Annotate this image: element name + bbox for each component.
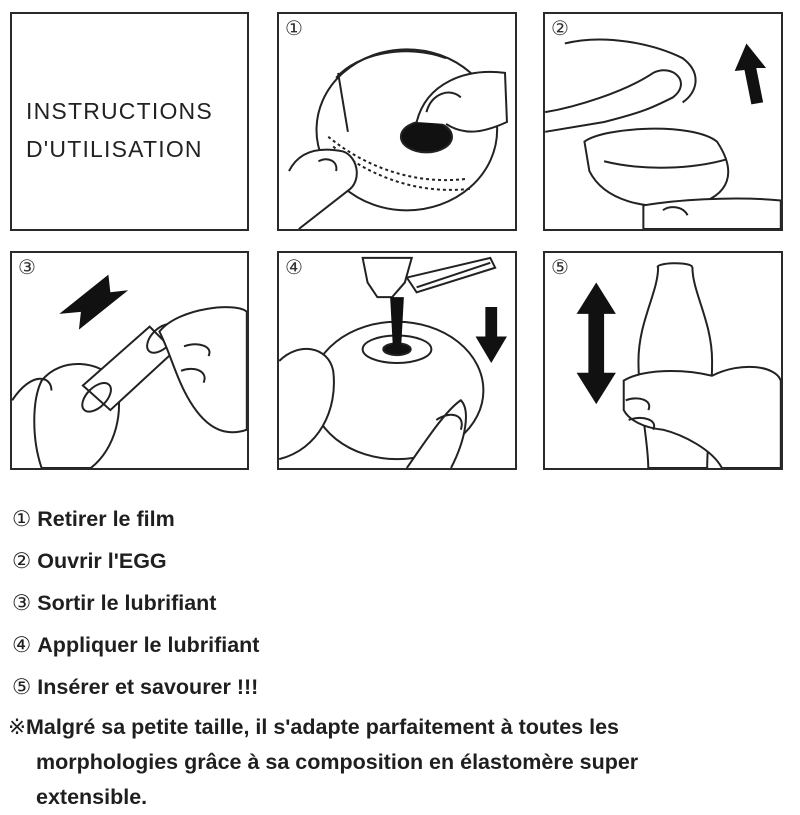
- panel-number-2: ②: [551, 16, 569, 40]
- step-1-panel: [277, 12, 517, 231]
- title-line-1: INSTRUCTIONS: [26, 98, 213, 124]
- step-3-panel: [10, 251, 249, 470]
- step-number: ④: [12, 633, 32, 658]
- step-text: Ouvrir l'EGG: [37, 549, 167, 573]
- panel-number-3: ③: [18, 255, 36, 279]
- note-line-1: Malgré sa petite taille, il s'adapte parfaitement à toutes les: [26, 715, 619, 739]
- step-item-4: [12, 624, 792, 666]
- note-line-2: morphologies grâce à sa composition en élastomère super: [36, 750, 639, 774]
- note-line-3: extensible.: [36, 785, 148, 809]
- step-number: ③: [12, 591, 32, 616]
- panel-number-1: ①: [285, 16, 303, 40]
- step-item-3: [12, 582, 792, 624]
- step-5-panel: [543, 251, 783, 470]
- step-text: Appliquer le lubrifiant: [37, 633, 260, 657]
- steps-list: [12, 498, 792, 708]
- step-number: ①: [12, 507, 32, 532]
- open-egg-icon: [545, 14, 781, 229]
- step-2-panel: [543, 12, 783, 231]
- step-item-2: [12, 540, 792, 582]
- title-line-2: D'UTILISATION: [26, 136, 203, 162]
- step-item-5: [12, 666, 792, 708]
- step-text: Retirer le film: [37, 507, 175, 531]
- note-mark: ※: [8, 715, 27, 740]
- title-panel: [10, 12, 249, 231]
- instructions-title: [26, 92, 213, 168]
- step-4-panel: [277, 251, 517, 470]
- apply-lubricant-icon: [279, 253, 515, 468]
- remove-lubricant-icon: [12, 253, 247, 468]
- panel-number-5: ⑤: [551, 255, 569, 279]
- step-item-1: [12, 498, 792, 540]
- step-number: ②: [12, 549, 32, 574]
- peel-film-icon: [279, 14, 515, 229]
- step-text: Sortir le lubrifiant: [37, 591, 217, 615]
- step-number: ⑤: [12, 675, 32, 700]
- step-text: Insérer et savourer !!!: [37, 675, 259, 699]
- insert-icon: [545, 253, 781, 468]
- note-paragraph: [8, 710, 798, 815]
- panel-number-4: ④: [285, 255, 303, 279]
